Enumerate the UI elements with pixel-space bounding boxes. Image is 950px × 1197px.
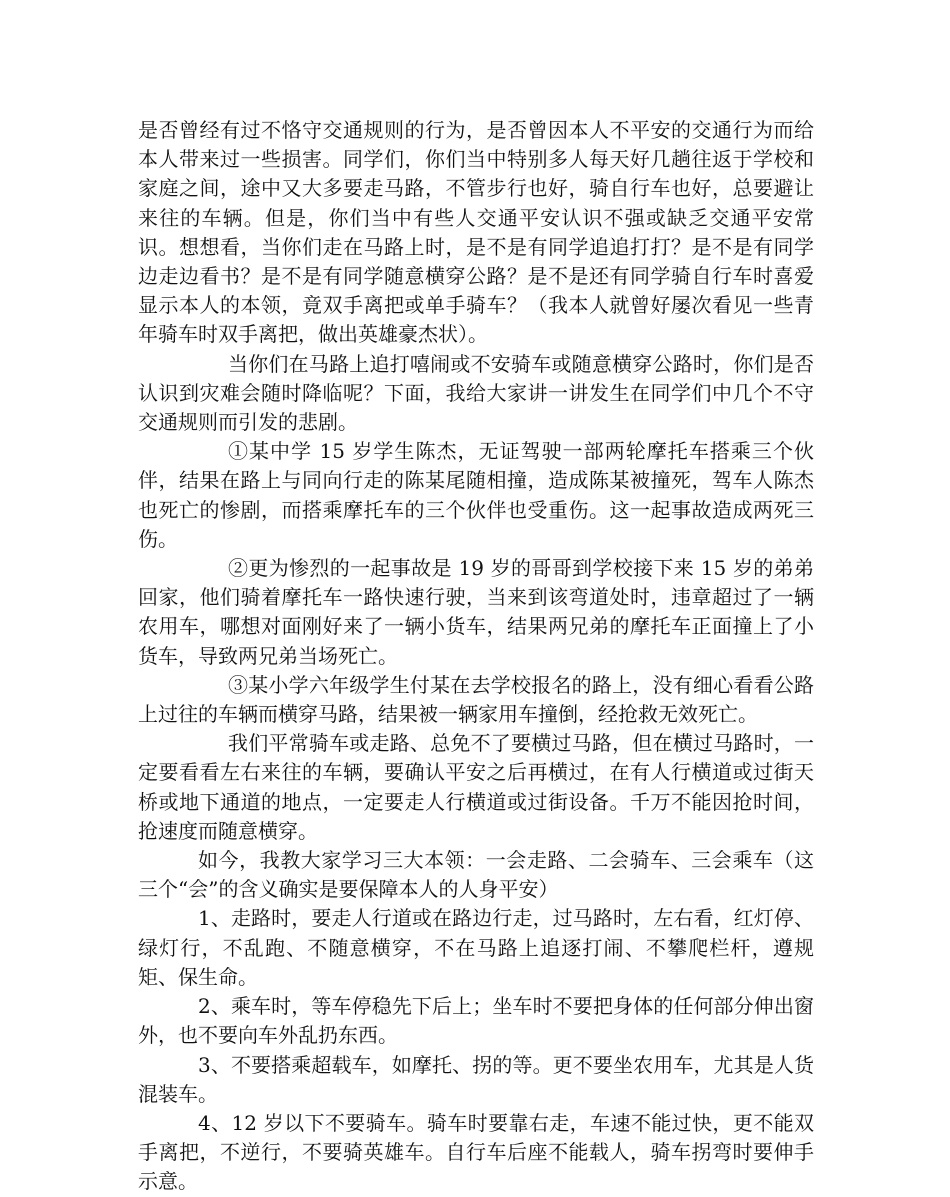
paragraph-rule-3: 3、不要搭乘超载车，如摩托、拐的等。更不要坐农用车，尤其是人货混装车。 [138,1052,814,1106]
paragraph-intro: 是否曾经有过不恪守交通规则的行为，是否曾因本人不平安的交通行为而给本人带来过一些损害。同学们，你们当中特别多人每天好几趟往返于学校和家庭之间，途中又大多要走马路，不管步行也好，骑自行车也好，总要避让来往的车辆。但是，你们当中有些人交通平安认识不强或缺乏交通平安常识。想想看，当你们走在马路上时，是不是有同学追追打打？是不是有同学边走边看书？是不是有同学随意横穿公路？是不是还有同学骑自行车时喜爱显示本人的本领，竟双手离把或单手骑车？（我本人就曾好屡次看见一些青年骑车时双手离把，做出英雄豪杰状）。 [138,118,814,347]
paragraph-crossing-advice: 我们平常骑车或走路、总免不了要横过马路，但在横过马路时，一定要看看左右来往的车辆，要确认平安之后再横过，在有人行横道或过街天桥或地下通道的地点，一定要走人行横道或过街设备。千万不能因抢时间，抢速度而随意横穿。 [138,731,814,843]
paragraph-case-2: ②更为惨烈的一起事故是 19 岁的哥哥到学校接下来 15 岁的弟弟回家，他们骑着摩托车一路快速行驶，当来到该弯道处时，违章超过了一辆农用车，哪想对面刚好来了一辆小货车，结果两兄弟的摩托车正面撞上了小货车，导致两兄弟当场死亡。 [138,556,814,668]
document-page [138,116,814,1197]
paragraph-rule-2: 2、乘车时，等车停稳先下后上；坐车时不要把身体的任何部分伸出窗外，也不要向车外乱扔东西。 [138,994,814,1048]
paragraph-rule-1: 1、走路时，要走人行道或在路边行走，过马路时，左右看，红灯停、绿灯行，不乱跑、不随意横穿，不在马路上追逐打闹、不攀爬栏杆，遵规矩、保生命。 [138,906,814,989]
paragraph-case-1: ①某中学 15 岁学生陈杰，无证驾驶一部两轮摩托车搭乘三个伙伴，结果在路上与同向行走的陈某尾随相撞，造成陈某被撞死，驾车人陈杰也死亡的惨剧，而搭乘摩托车的三个伙伴也受重伤。这一起事故造成两死三伤。 [138,439,814,551]
paragraph-warning: 当你们在马路上追打嘻闹或不安骑车或随意横穿公路时，你们是否认识到灾难会随时降临呢？下面，我给大家讲一讲发生在同学们中几个不守交通规则而引发的悲剧。 [138,351,814,435]
paragraph-rule-4: 4、12 岁以下不要骑车。骑车时要靠右走，车速不能过快，更不能双手离把，不逆行，不要骑英雄车。自行车后座不能载人，骑车拐弯时要伸手示意。 [138,1110,814,1194]
paragraph-case-3: ③某小学六年级学生付某在去学校报名的路上，没有细心看看公路上过往的车辆而横穿马路，结果被一辆家用车撞倒，经抢救无效死亡。 [138,672,814,727]
paragraph-three-skills: 如今，我教大家学习三大本领：一会走路、二会骑车、三会乘车（这三个“会”的含义确实是要保障本人的人身平安） [138,848,814,902]
